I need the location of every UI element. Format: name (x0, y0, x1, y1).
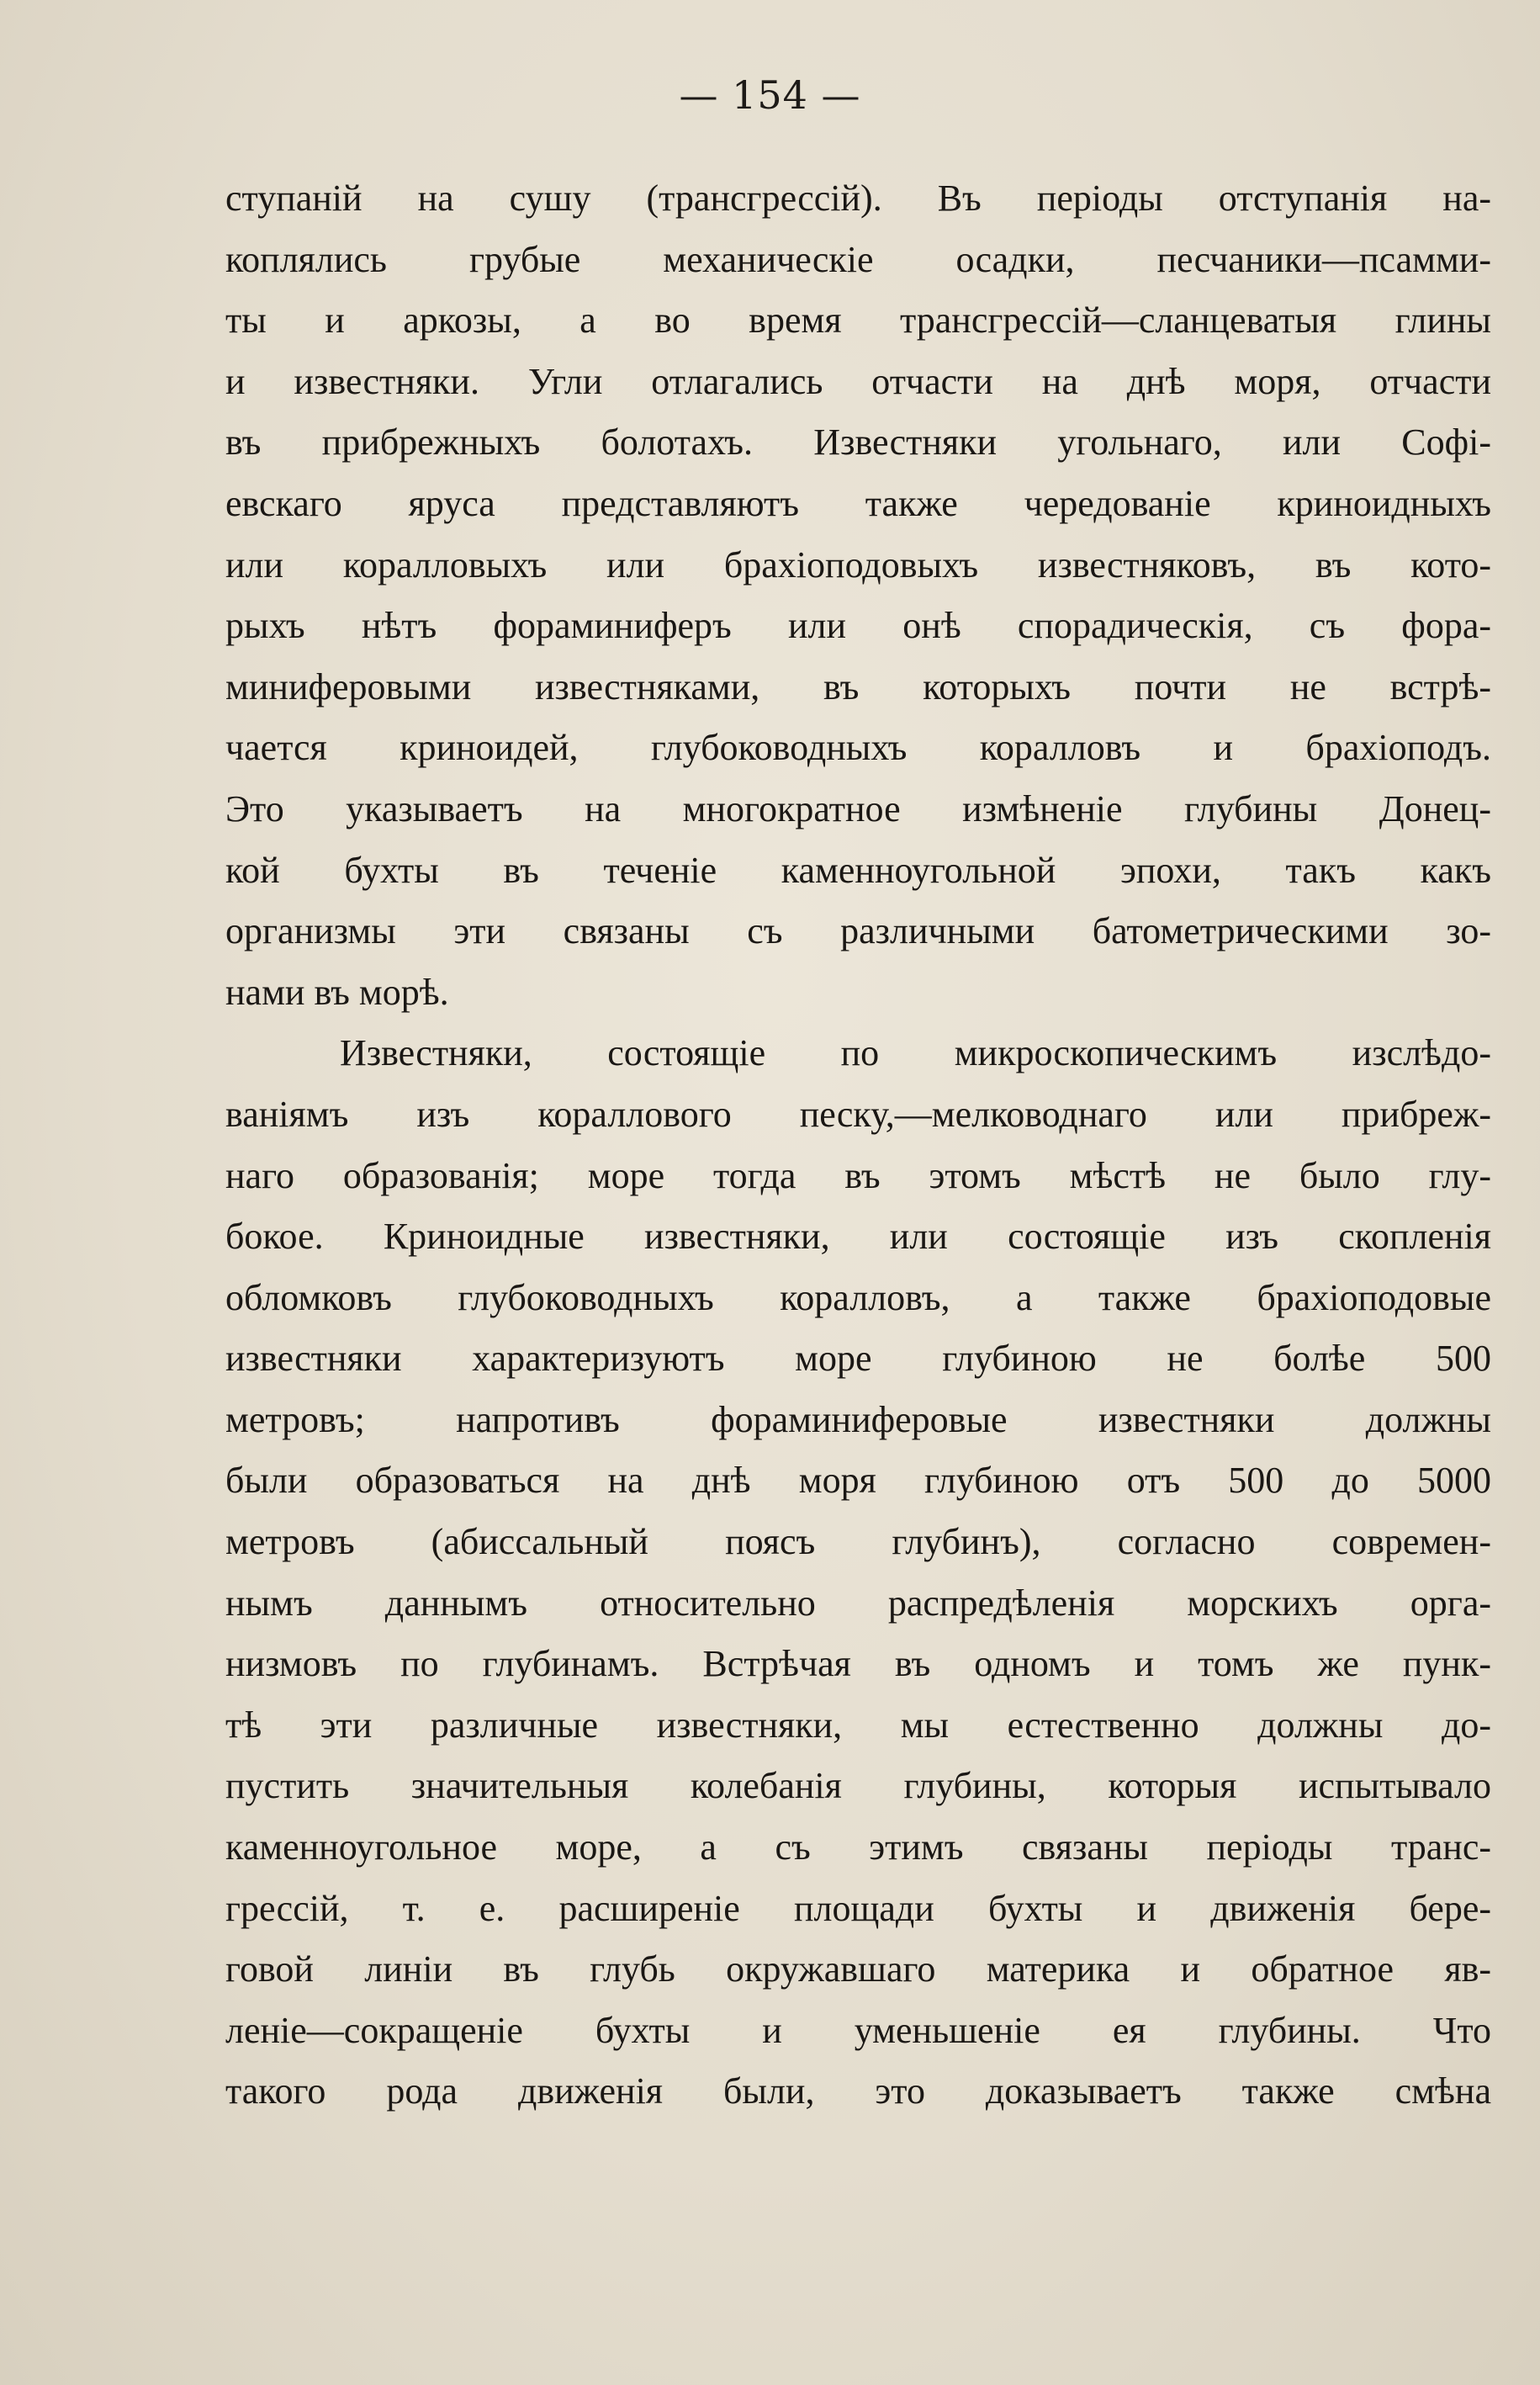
paragraph (225, 168, 1491, 1023)
page-number: — 154 — (679, 72, 861, 118)
text-line: чается криноидей, глубоководныхъ коралловъ и брахіоподъ. (225, 727, 1491, 769)
text-line: и известняки. Угли отлагались отчасти на днѣ моря, отчасти (225, 360, 1491, 402)
text-line: въ прибрежныхъ болотахъ. Известняки угольнаго, или Софі- (225, 421, 1491, 464)
text-line: миниферовыми известняками, въ которыхъ почти не встрѣ- (225, 665, 1491, 708)
text-line: ты и аркозы, а во время трансгрессій—сланцеватыя глины (225, 299, 1491, 342)
text-line: пустить значительныя колебанія глубины, которыя испытывало (225, 1765, 1491, 1807)
text-line: коплялись грубые механическіе осадки, песчаники—псамми- (225, 238, 1491, 280)
text-line: ступаній на сушу (трансгрессій). Въ періоды отступанія на- (225, 178, 1491, 219)
text-line: евскаго яруса представляютъ также чередованіе криноидныхъ (225, 482, 1491, 524)
text-line: нымъ даннымъ относительно распредѣленія морскихъ орга- (225, 1582, 1491, 1624)
text-line: леніе—сокращеніе бухты и уменьшеніе ея глубины. Что (225, 2009, 1491, 2051)
text-line: такого рода движенія были, это доказываетъ также смѣна (225, 2070, 1491, 2112)
text-line: Известняки, состоящіе по микроскопическимъ изслѣдо- (340, 1032, 1491, 1074)
text-line: организмы эти связаны съ различными батометрическими зо- (225, 910, 1491, 952)
text-line: метровъ; напротивъ фораминиферовые известняки должны (225, 1398, 1491, 1440)
text-line: известняки характеризуютъ море глубиною не болѣе 500 (225, 1338, 1491, 1380)
text-line: были образоваться на днѣ моря глубиною отъ 500 до 5000 (225, 1460, 1491, 1502)
text-line: бокое. Криноидные известняки, или состоящіе изъ скопленія (225, 1216, 1491, 1258)
text-line: говой линіи въ глубь окружавшаго материка и обратное яв- (225, 1948, 1491, 1990)
text-line: рыхъ нѣтъ фораминиферъ или онѣ спорадическія, съ фора- (225, 605, 1491, 647)
text-line: обломковъ глубоководныхъ коралловъ, а также брахіоподовые (225, 1276, 1491, 1318)
text-line: нами въ морѣ. (225, 971, 449, 1013)
text-line: кой бухты въ теченіе каменноугольной эпохи, такъ какъ (225, 849, 1491, 891)
text-line: метровъ (абиссальный поясъ глубинъ), согласно современ- (225, 1521, 1491, 1563)
paragraph (225, 1023, 1491, 2123)
text-line: тѣ эти различные известняки, мы естественно должны до- (225, 1704, 1491, 1746)
text-line: низмовъ по глубинамъ. Встрѣчая въ одномъ и томъ же пунк- (225, 1643, 1491, 1685)
text-line: Это указываетъ на многократное измѣненіе глубины Донец- (225, 787, 1491, 829)
text-line: ваніямъ изъ кораллового песку,—мелководнаго или прибреж- (225, 1093, 1491, 1135)
text-line: или коралловыхъ или брахіоподовыхъ известняковъ, въ кото- (225, 543, 1491, 586)
text-line: наго образованія; море тогда въ этомъ мѣстѣ не было глу- (225, 1154, 1491, 1196)
body-text (225, 168, 1491, 2123)
text-line: грессій, т. е. расширеніе площади бухты и движенія бере- (225, 1887, 1491, 1929)
text-line: каменноугольное море, а съ этимъ связаны періоды транс- (225, 1826, 1491, 1868)
